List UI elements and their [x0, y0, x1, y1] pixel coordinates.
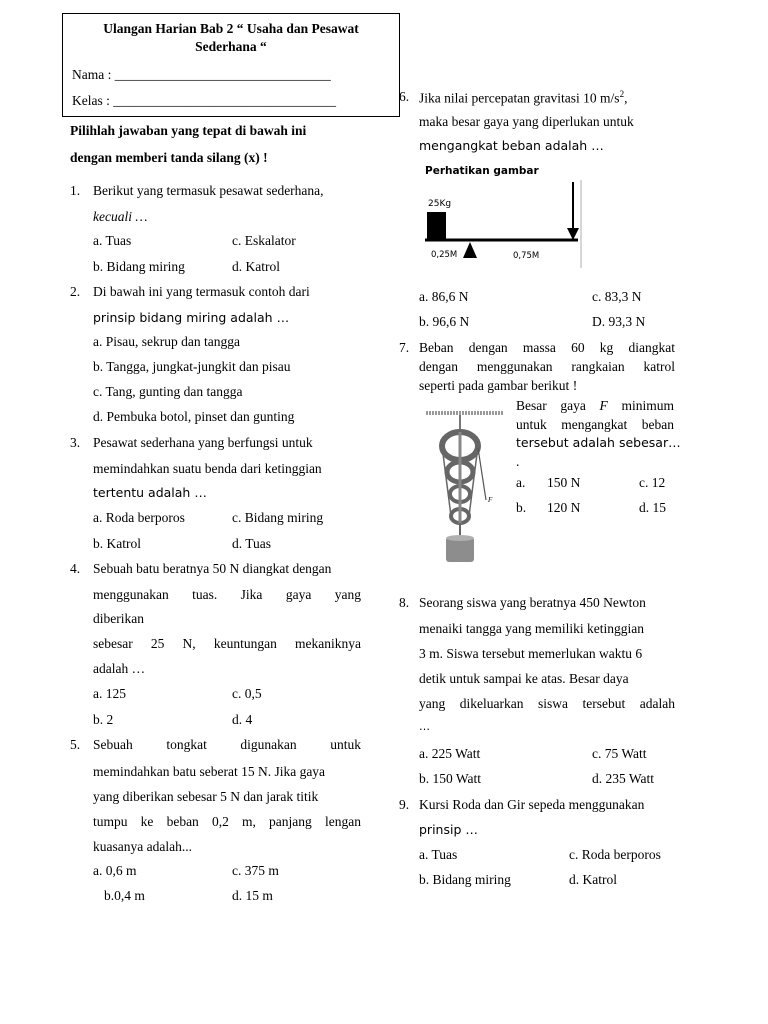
q7-text-line1: [419, 341, 675, 355]
q9-option-a[interactable]: a. Tuas: [419, 847, 458, 862]
q6-figure-caption: Perhatikan gambar: [425, 165, 539, 177]
q3-text-line3: tertentu adalah …: [93, 485, 207, 500]
force-f-label: F: [488, 496, 493, 504]
q4-word: keuntungan: [213, 636, 277, 651]
q2-option-a[interactable]: a. Pisau, sekrup dan tangga: [93, 334, 240, 349]
q8-text-line6: …: [419, 720, 430, 733]
q5-word: tumpu: [93, 814, 128, 829]
q7-side-line4: .: [516, 454, 520, 469]
q7-word: katrol: [643, 359, 675, 374]
q9-text-line2: prinsip …: [419, 822, 478, 837]
q7-word: kg: [599, 340, 614, 355]
q4-text-line4: [93, 637, 361, 651]
q2-option-b[interactable]: b. Tangga, jungkat-jungkit dan pisau: [93, 359, 291, 374]
q1-text-line1: Berikut yang termasuk pesawat sederhana,: [93, 183, 324, 198]
q8-number: 8.: [399, 595, 410, 610]
q6-text-line1-main: Jika nilai percepatan gravitasi 10 m/s: [419, 90, 620, 106]
q7-word: dengan: [419, 359, 458, 374]
q3-option-c[interactable]: c. Bidang miring: [232, 510, 324, 525]
q4-word: yang: [334, 587, 361, 602]
q6-option-c[interactable]: c. 83,3 N: [592, 289, 642, 304]
q8-text-line5: [419, 697, 675, 711]
q7-number: 7.: [399, 340, 410, 355]
q4-option-c[interactable]: c. 0,5: [232, 686, 262, 701]
q6-text-line2: maka besar gaya yang diperlukan untuk: [419, 114, 634, 129]
q7-word: F: [599, 398, 608, 413]
q6-text-line3: mengangkat beban adalah …: [419, 138, 604, 153]
q1-option-d[interactable]: d. Katrol: [232, 259, 280, 274]
fulcrum-icon: [463, 242, 477, 258]
q6-option-b[interactable]: b. 96,6 N: [419, 314, 470, 329]
q4-word: menggunakan: [93, 587, 169, 602]
q7-word: beban: [641, 417, 674, 432]
q9-text-line1: Kursi Roda dan Gir sepeda menggunakan: [419, 797, 645, 812]
q4-number: 4.: [70, 561, 81, 576]
mass-block: [427, 212, 446, 239]
q4-option-a[interactable]: a. 125: [93, 686, 126, 701]
q1-option-b[interactable]: b. Bidang miring: [93, 259, 185, 274]
q5-option-b[interactable]: b.0,4 m: [104, 888, 145, 903]
q5-word: untuk: [330, 737, 361, 752]
q3-option-a[interactable]: a. Roda berporos: [93, 510, 185, 525]
q7-option-a[interactable]: 150 N: [547, 475, 581, 490]
q5-text-line4: [93, 815, 361, 829]
q1-option-a[interactable]: a. Tuas: [93, 233, 132, 248]
q4-text-line3: diberikan: [93, 611, 144, 626]
q5-number: 5.: [70, 737, 81, 752]
q7-word: Besar: [516, 398, 547, 413]
q5-word: 0,2: [211, 814, 229, 829]
q7-pulley-figure: [424, 406, 508, 566]
q8-option-d[interactable]: d. 235 Watt: [592, 771, 655, 786]
header-box: [62, 13, 400, 117]
q7-option-a-letter[interactable]: a.: [516, 475, 526, 490]
q8-word: tersebut: [582, 696, 626, 711]
q7-word: gaya: [560, 398, 586, 413]
q2-option-c[interactable]: c. Tang, gunting dan tangga: [93, 384, 243, 399]
q6-option-a[interactable]: a. 86,6 N: [419, 289, 469, 304]
pull-rope: [478, 448, 486, 500]
q8-option-c[interactable]: c. 75 Watt: [592, 746, 647, 761]
q5-text-line5: kuasanya adalah...: [93, 839, 192, 854]
q4-text-line2: [93, 588, 361, 602]
q8-text-line4: detik untuk sampai ke atas. Besar daya: [419, 671, 629, 686]
q7-word: dengan: [468, 340, 508, 355]
q5-word: panjang: [269, 814, 312, 829]
force-arrow-head-icon: [567, 228, 579, 240]
q5-word: Sebuah: [93, 737, 133, 752]
q8-text-line2: menaiki tangga yang memiliki ketinggian: [419, 621, 644, 636]
q8-word: siswa: [537, 696, 568, 711]
q4-word: sebesar: [93, 636, 133, 651]
q9-option-b[interactable]: b. Bidang miring: [419, 872, 511, 887]
q7-word: minimum: [621, 398, 674, 413]
exam-title-line1: Ulangan Harian Bab 2 “ Usaha dan Pesawat: [103, 21, 359, 36]
q4-option-b[interactable]: b. 2: [93, 712, 114, 727]
q4-text-line1: Sebuah batu beratnya 50 N diangkat dengan: [93, 561, 332, 576]
q3-option-d[interactable]: d. Tuas: [232, 536, 272, 551]
nama-field[interactable]: Nama : ________________________________: [72, 67, 331, 82]
q4-word: mekaniknya: [294, 636, 361, 651]
q6-lever-figure: [419, 160, 589, 270]
q6-left-distance: 0,25M: [431, 250, 458, 260]
q6-right-distance: 0,75M: [513, 251, 540, 261]
instructions-line1: Pilihlah jawaban yang tepat di bawah ini: [70, 123, 307, 138]
q3-option-b[interactable]: b. Katrol: [93, 536, 141, 551]
q8-word: adalah: [639, 696, 675, 711]
q7-side-line3: tersebut adalah sebesar…: [516, 435, 681, 450]
q7-word: rangkaian: [571, 359, 625, 374]
q7-text-line2: [419, 360, 675, 374]
q6-text-line1: [419, 90, 627, 105]
q8-text-line1: Seorang siswa yang beratnya 450 Newton: [419, 595, 646, 610]
q2-text-line1: Di bawah ini yang termasuk contoh dari: [93, 284, 310, 299]
q4-word: Jika: [240, 587, 263, 602]
q9-option-c[interactable]: c. Roda berporos: [569, 847, 661, 862]
q6-mass-label: 25Kg: [428, 199, 452, 209]
q5-option-a[interactable]: a. 0,6 m: [93, 863, 137, 878]
q7-word: untuk: [516, 417, 547, 432]
q7-option-c[interactable]: c. 12: [639, 475, 666, 490]
q7-word: menggunakan: [476, 359, 553, 374]
q8-option-b[interactable]: b. 150 Watt: [419, 771, 482, 786]
q5-word: lengan: [324, 814, 361, 829]
q5-option-d[interactable]: d. 15 m: [232, 888, 273, 903]
q6-number: 6.: [399, 89, 410, 104]
exam-title-line2: Sederhana “: [195, 39, 267, 54]
q7-option-b-letter[interactable]: b.: [516, 500, 527, 515]
q2-text-line2: prinsip bidang miring adalah …: [93, 310, 290, 325]
q3-text-line1: Pesawat sederhana yang berfungsi untuk: [93, 435, 313, 450]
q7-side-line1: [516, 399, 674, 413]
q1-number: 1.: [70, 183, 81, 198]
q2-option-d[interactable]: d. Pembuka botol, pinset dan gunting: [93, 409, 295, 424]
q7-side-line2: [516, 418, 674, 432]
q6-exponent: 2: [619, 89, 625, 99]
q8-text-line3: 3 m. Siswa tersebut memerlukan waktu 6: [419, 646, 643, 661]
q7-word: mengangkat: [561, 417, 628, 432]
q5-text-line1: [93, 738, 361, 752]
q5-word: ke: [140, 814, 154, 829]
q9-option-d[interactable]: d. Katrol: [569, 872, 617, 887]
q4-option-d[interactable]: d. 4: [232, 712, 253, 727]
kelas-field[interactable]: Kelas : _________________________________: [72, 93, 336, 108]
q5-word: tongkat: [166, 737, 207, 752]
q7-option-b[interactable]: 120 N: [547, 500, 581, 515]
q6-option-d[interactable]: D. 93,3 N: [592, 314, 646, 329]
q9-number: 9.: [399, 797, 410, 812]
q3-number: 3.: [70, 435, 81, 450]
q7-text-line3: seperti pada gambar berikut !: [419, 378, 578, 393]
q4-word: N,: [182, 636, 196, 651]
q1-option-c[interactable]: c. Eskalator: [232, 233, 296, 248]
q8-option-a[interactable]: a. 225 Watt: [419, 746, 481, 761]
q6-text-line1-end: ,: [624, 90, 628, 106]
q4-text-line5: adalah …: [93, 661, 146, 676]
q5-text-line2: memindahkan batu seberat 15 N. Jika gaya: [93, 764, 326, 779]
q4-word: 25: [150, 636, 165, 651]
q7-word: diangkat: [628, 340, 675, 355]
q2-number: 2.: [70, 284, 81, 299]
q7-word: Beban: [419, 340, 454, 355]
q3-text-line2: memindahkan suatu benda dari ketinggian: [93, 461, 322, 476]
q5-option-c[interactable]: c. 375 m: [232, 863, 279, 878]
q5-word: m,: [242, 814, 256, 829]
q8-word: yang: [419, 696, 446, 711]
q5-word: digunakan: [240, 737, 297, 752]
q7-word: massa: [522, 340, 556, 355]
q4-word: tuas.: [192, 587, 218, 602]
q8-word: dikeluarkan: [459, 696, 524, 711]
load-weight-top: [446, 535, 474, 541]
q1-text-line2: kecuali …: [93, 209, 148, 224]
q5-text-line3: yang diberikan sebesar 5 N dan jarak titik: [93, 789, 319, 804]
q7-word: 60: [571, 340, 585, 355]
q4-word: gaya: [285, 587, 312, 602]
q7-option-d[interactable]: d. 15: [639, 500, 666, 515]
instructions-line2: dengan memberi tanda silang (x) !: [70, 150, 268, 165]
q5-word: beban: [166, 814, 199, 829]
